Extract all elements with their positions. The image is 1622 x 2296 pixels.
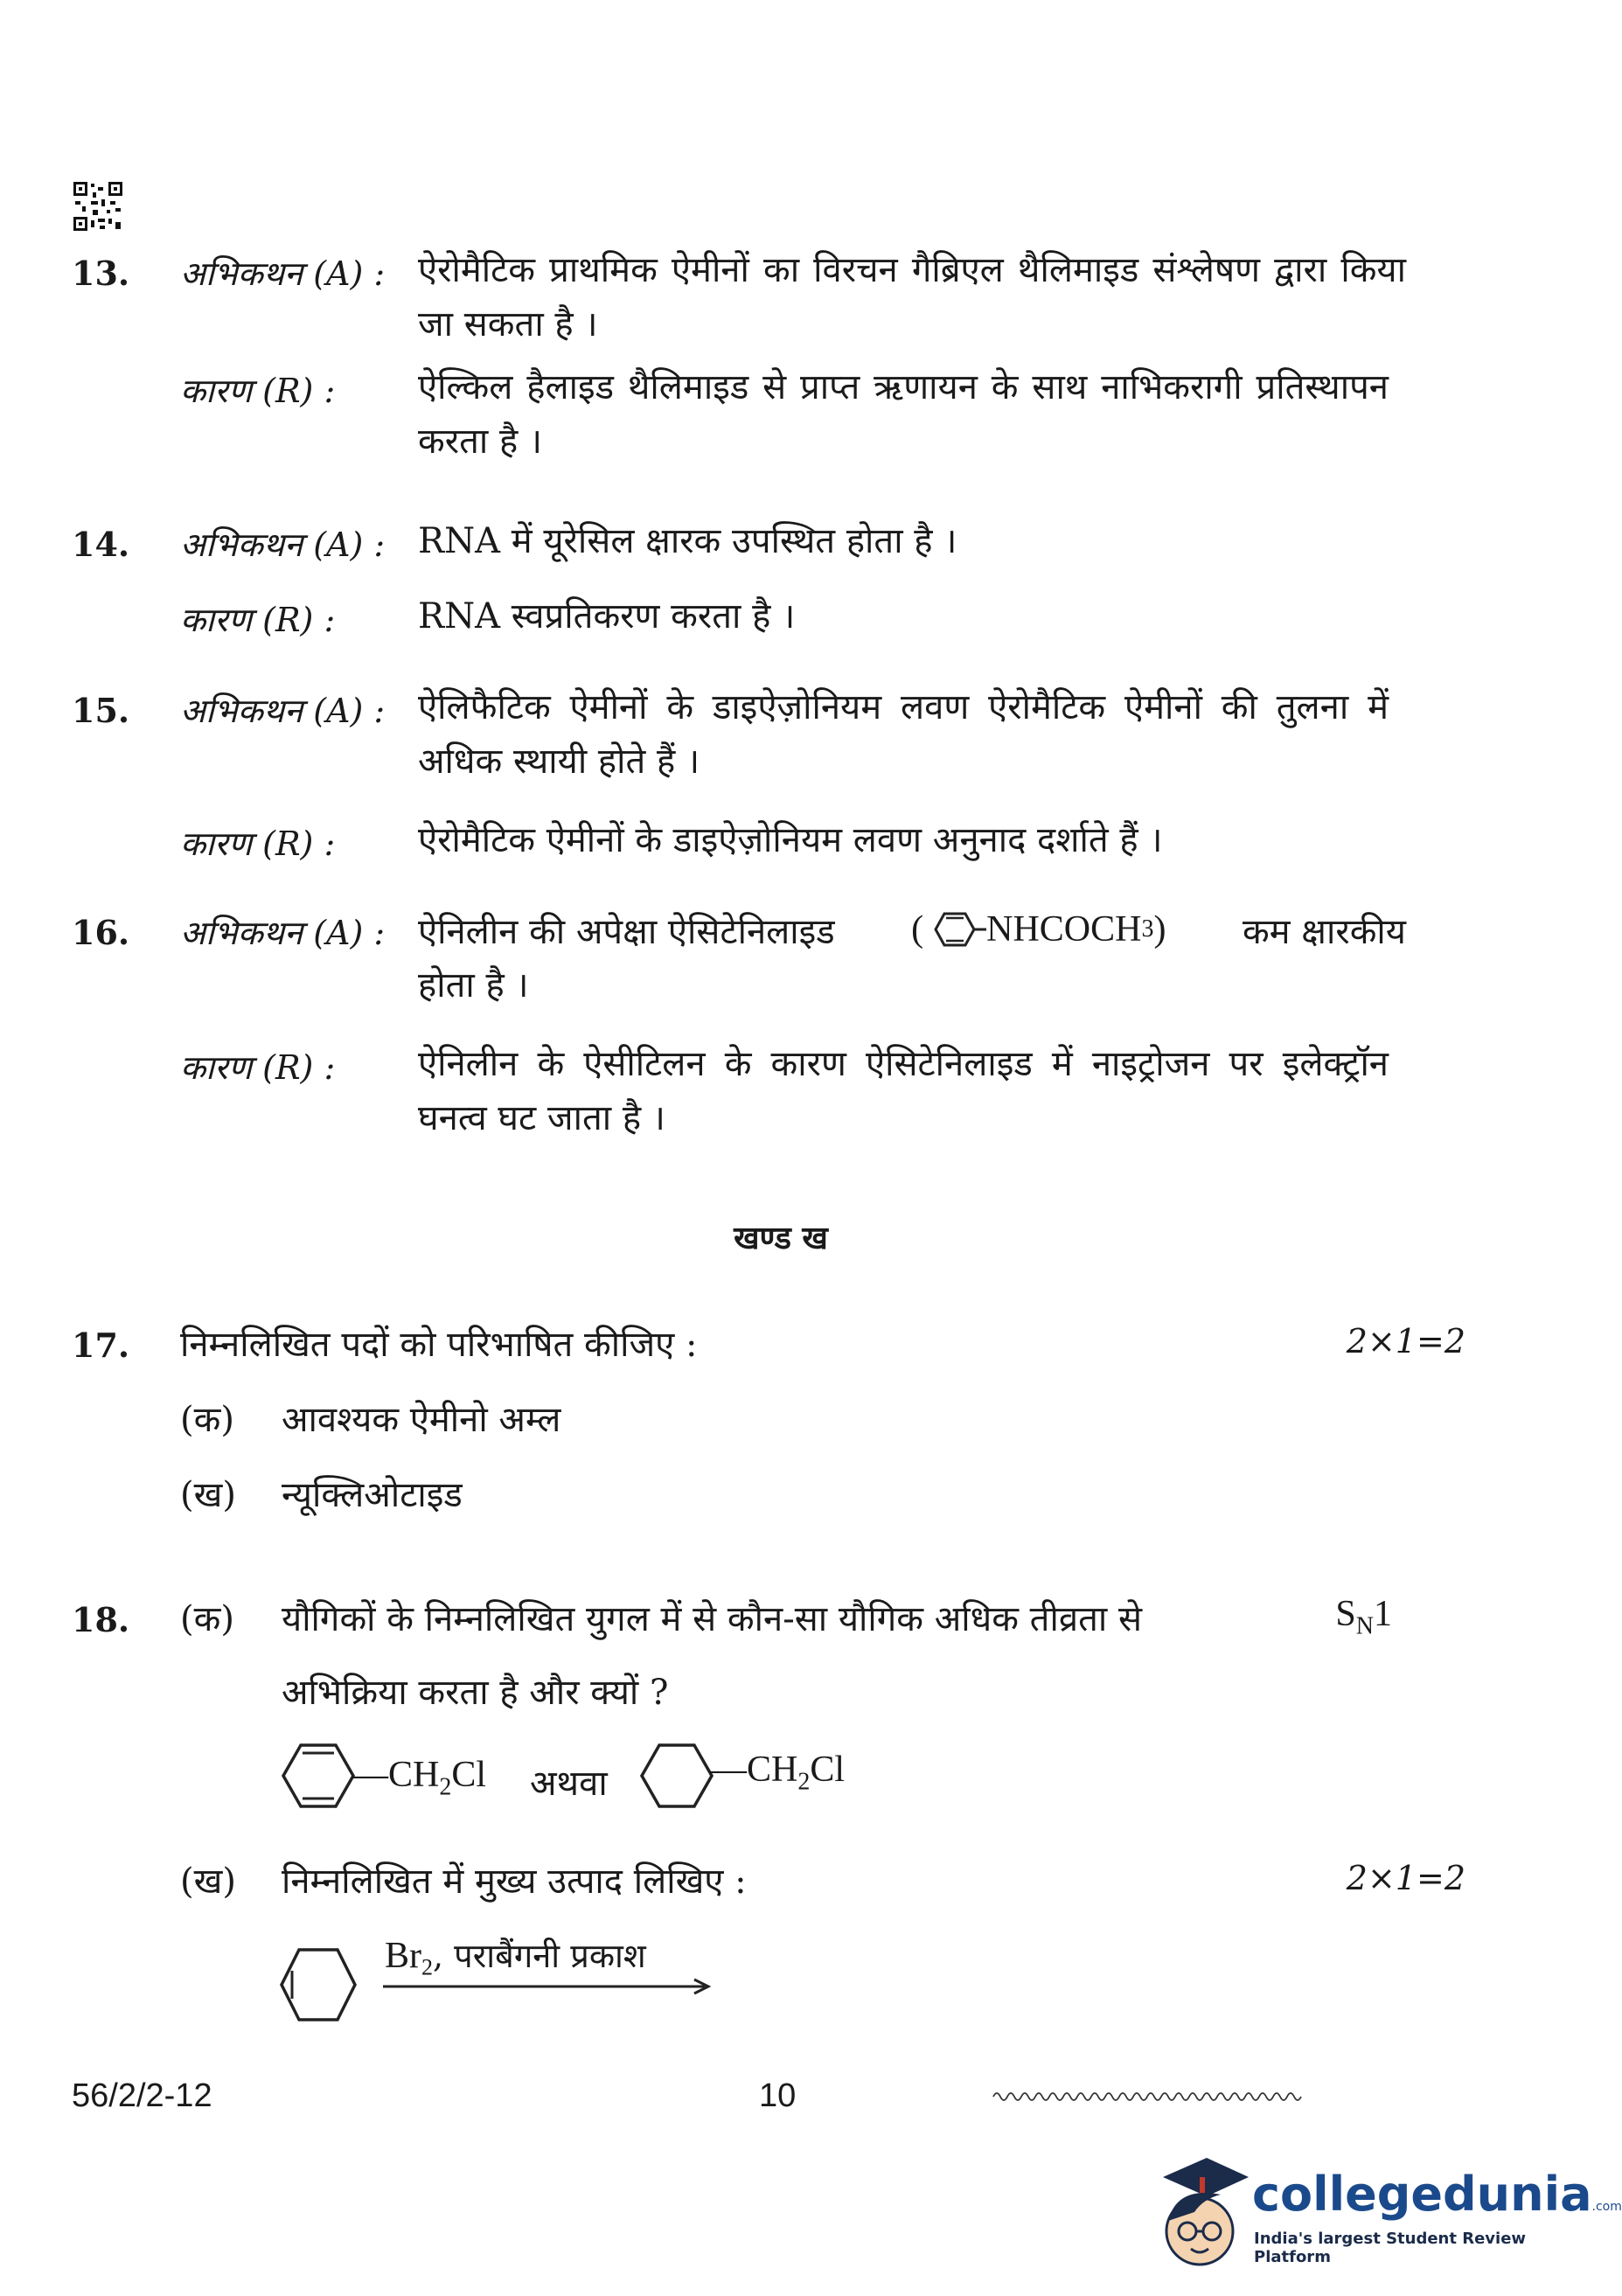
qr-code — [72, 180, 124, 233]
assertion-text-start: ऐनिलीन की अपेक्षा ऐसिटेनिलाइड — [418, 911, 835, 952]
marks: 2×1=2 — [1346, 1322, 1465, 1360]
reason-label: कारण (R) : — [180, 372, 336, 410]
assertion-label: अभिकथन (A) : — [180, 692, 386, 730]
sn1-label: $S_N1$ — [1335, 1594, 1392, 1640]
marks: 2×1=2 — [1346, 1859, 1465, 1897]
assertion-text: ऐलिफैटिक ऐमीनों के डाइऐज़ोनियम लवण ऐरोमैटिक ऐमीनों की तुलना में अधिक स्थायी होते हैं । — [418, 687, 1389, 782]
reagent-label: $Br_2$, पराबैंगनी प्रकाश — [385, 1936, 646, 1980]
part-b-text: निम्नलिखित में मुख्य उत्पाद लिखिए : — [282, 1861, 747, 1902]
assertion-line — [418, 902, 1406, 957]
reason-label: कारण (R) : — [180, 601, 336, 639]
reason-text: ऐनिलीन के ऐसीटिलन के कारण ऐसिटेनिलाइड में नाइट्रोजन पर इलेक्ट्रॉन घनत्व घट जाता है । — [418, 1044, 1389, 1138]
question-number: 18. — [72, 1600, 130, 1639]
or-word: अथवा — [530, 1764, 608, 1804]
item-text: आवश्यक ऐमीनो अम्ल — [282, 1400, 561, 1440]
assertion-text: ऐरोमैटिक प्राथमिक ऐमीनों का विरचन गैब्रिएल थैलिमाइड संश्लेषण द्वारा किया जा सकता है । — [418, 250, 1406, 344]
squiggle-line — [993, 2088, 1308, 2105]
assertion-text-end: कम क्षारकीय — [1242, 911, 1406, 952]
page-number: 10 — [759, 2077, 797, 2114]
assertion-text: RNA में यूरेसिल क्षारक उपस्थित होता है । — [418, 521, 957, 561]
reason-label: कारण (R) : — [180, 1048, 336, 1087]
assertion-text-line2: होता है । — [418, 965, 529, 1005]
question-number: 16. — [72, 913, 130, 952]
question-number: 13. — [72, 254, 130, 293]
cyclohexene-ring-icon — [278, 1945, 362, 2025]
brand-name: collegedunia.com — [1252, 2167, 1622, 2222]
item-label: (क) — [180, 1400, 234, 1440]
compound-2: $—CH_2Cl$ — [710, 1750, 846, 1796]
section-title: खण्ड ख — [734, 1221, 828, 1256]
reason-label: कारण (R) : — [180, 824, 336, 863]
question-number: 14. — [72, 525, 130, 564]
assertion-label: अभिकथन (A) : — [180, 525, 386, 564]
part-a-line1: यौगिकों के निम्नलिखित युगल में से कौन-सा यौगिक अधिक तीव्रता से $S_N1$ — [282, 1594, 1392, 1640]
assertion-label: अभिकथन (A) : — [180, 914, 386, 952]
reaction-arrow-icon — [383, 1978, 715, 1995]
reason-text: ऐल्किल हैलाइड थैलिमाइड से प्राप्त ऋणायन के साथ नाभिकरागी प्रतिस्थापन करता है । — [418, 367, 1389, 462]
question-text: निम्नलिखित पदों को परिभाषित कीजिए : — [180, 1325, 698, 1365]
item-text: न्यूक्लिओटाइड — [282, 1475, 463, 1515]
question-number: 17. — [72, 1325, 130, 1365]
reason-text: ऐरोमैटिक ऐमीनों के डाइऐज़ोनियम लवण अनुनाद दर्शाते हैं । — [418, 820, 1163, 860]
item-label: (ख) — [180, 1475, 236, 1515]
part-label: (ख) — [180, 1861, 236, 1902]
reason-text: RNA स्वप्रतिकरण करता है । — [418, 596, 796, 637]
assertion-label: अभिकथन (A) : — [180, 254, 386, 293]
paper-code: 56/2/2-12 — [72, 2077, 212, 2114]
part-a-line2: अभिक्रिया करता है और क्यों ? — [282, 1673, 669, 1713]
collegedunia-mascot-logo — [1145, 2151, 1250, 2273]
brand-tagline: India's largest Student Review Platform — [1254, 2230, 1527, 2266]
benzene-ring-icon — [923, 908, 986, 951]
acetanilide-formula: ( NHCOCH 3 ) — [911, 909, 1166, 950]
part-label: (क) — [180, 1599, 234, 1639]
question-number: 15. — [72, 691, 130, 730]
compound-1: $—CH_2Cl$ — [352, 1755, 487, 1801]
